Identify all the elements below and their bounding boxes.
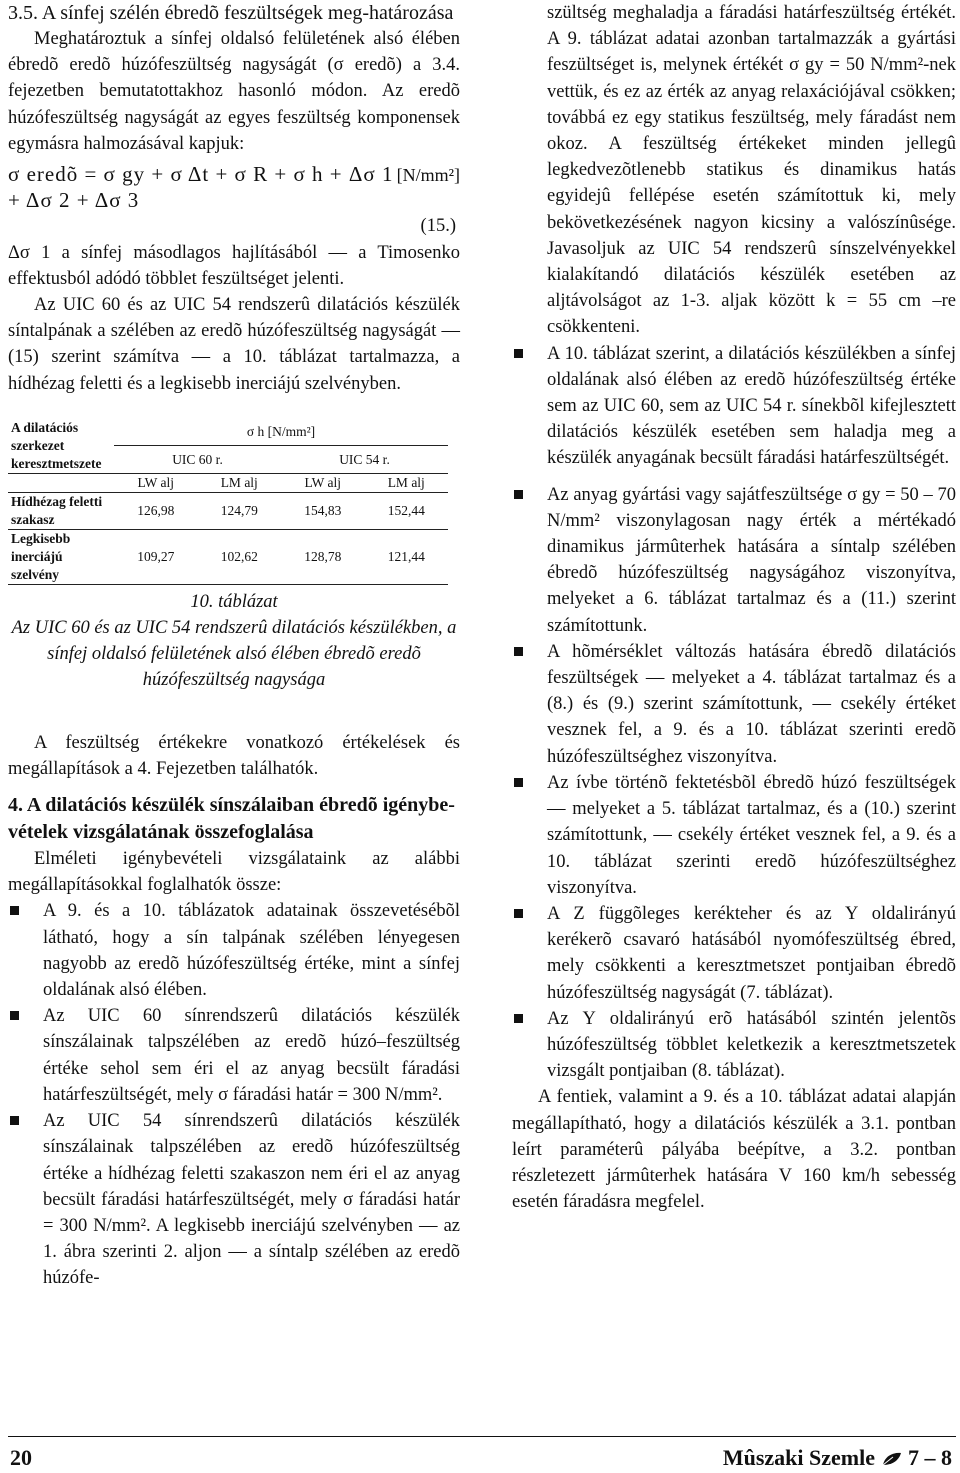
- table-corner-header: A dilatációs szerkezet keresztmetszete: [11, 419, 102, 471]
- paragraph: szültség meghaladja a fáradási határfeszültség értékét. A 9. táblázat adatai azonban tartalmazzák a gyártási feszültséget is, melynek értékét σ gy = 50 N/mm²-nek vettük, és ez az érték az anyag relaxációjával csökken; továbbá ez egy statikus feszültség, mely fáradást nem okoz. A feszültség értékeket minden jellegû legkedvezõtlenebb statikus és dinamikus hatás egyidejû fellépése esetén számítottuk ki, mely bekövetkezésének nagyon kicsiny a valószínûsége. Javasoljuk az UIC 54 rendszerû sínszelvényekkel kialakítandó dilatációs készülék esetében az aljtávolságot az 1-3. aljak között k = 55 cm –re csökkenteni.: [547, 3, 956, 338]
- table-cell: 109,27: [114, 529, 198, 584]
- table-uic54-header: UIC 54 r.: [281, 446, 448, 474]
- table-10: [8, 419, 448, 585]
- journal-name: Mûszaki Szemle 7 – 8: [722, 1445, 952, 1470]
- bullet-item: Az UIC 54 sínrendszerû dilatációs készülék sínszálainak talpszélében az eredõ húzófeszültség értéke a hídhézag feletti szakaszon nem éri el az anyag becsült fáradási határfeszültségét, mely σ fáradási határ = 300 N/mm². A legkisebb inerciájú szelvényben — az 1. ábra szerinti 2. aljon — a síntalp szélében az eredõ húzófe-: [8, 1108, 460, 1291]
- bullet-item: A Z függõleges kerékteher és az Y oldalirányú kerékerõ csavaró hatásából nyomófeszültség ébred, mely csökkenti a keresztmetszet pontjaiban ébredõ húzófeszültség nagyságát (7. táblázat).: [512, 901, 956, 1006]
- section-heading-3-5: 3.5. A sínfej szélén ébredõ feszültségek meg-határozása: [8, 2, 454, 24]
- bullet-square-icon: [514, 909, 523, 918]
- equation-expression: σ eredõ = σ gy + σ Δt + σ R + σ h + Δσ 1 + Δσ 2 + Δσ 3: [8, 162, 394, 213]
- paragraph: A feszültség értékekre vonatkozó értékelések és megállapítások a 4. Fejezetben találhatók.: [8, 732, 460, 779]
- equation-number: (15.): [420, 216, 456, 237]
- page-number: 20: [10, 1445, 32, 1470]
- table-cell: 152,44: [365, 492, 449, 529]
- table-cell: 126,98: [114, 492, 198, 529]
- bullet-item: A 9. és a 10. táblázatok adatainak összevetésébõl látható, hogy a sín talpának szélében lényegesen nagyobb az eredõ húzófeszültség értéke, mint a sínfej oldalának alsó élében.: [8, 898, 460, 1003]
- paragraph: A fentiek, valamint a 9. és a 10. táblázat adatai alapján megállapítható, hogy a dilatációs készülék a 3.1. pontban leírt paraméterû pályába beépítve, a 3.2. pontban részletezett jármûterhek hatására V 160 km/h sebesség esetén fáradásra megfelel.: [512, 1087, 956, 1213]
- table-caption-number: 10. táblázat: [190, 591, 278, 612]
- table-subheader: LM alj: [365, 473, 449, 492]
- table-row-label: Legkisebb inerciájú szelvény: [8, 529, 114, 584]
- table-cell: 128,78: [281, 529, 365, 584]
- bullet-item: Az UIC 60 sínrendszerû dilatációs készülék sínszálainak talpszélében az eredõ húzó–feszültség értéke sehol sem éri el az anyag becsült fáradási határfeszültségét, mely σ fáradási határ = 300 N/mm².: [8, 1003, 460, 1108]
- bullet-item: A 10. táblázat szerint, a dilatációs készülékben a sínfej oldalának alsó élében az eredõ húzófeszültség értéke sem az UIC 60, sem az UIC 54 r. sínekbõl kifejlesztett dilatációs készülék esetében sem haladja meg a készülék anyagának becsült fáradási határfeszültségét.: [512, 341, 956, 472]
- table-subheader: LW alj: [281, 473, 365, 492]
- table-uic60-header: UIC 60 r.: [114, 446, 281, 474]
- paragraph: Elméleti igénybevételi vizsgálataink az alábbi megállapításokkal foglalhatók össze:: [8, 849, 460, 896]
- equation-15: [8, 161, 460, 213]
- bullet-item: Az ívbe történõ fektetésbõl ébredõ húzó feszültségek — melyeket a 5. táblázat tartalmaz, és a (10.) szerint számítottunk, — csekély értéket vesznek fel, a 9. és a 10. táblázat szerinti eredõ húzófeszültséghez viszonyítva.: [512, 770, 956, 901]
- bullet-item: A hõmérséklet változás hatására ébredõ dilatációs feszültségek — melyeket a 4. táblázat tartalmaz és a (8.) és (9.) szerint számítottunk, — csekély értéket vesznek fel, a 9. és a 10. táblázat szerinti eredõ húzófeszültséghez viszonyítva.: [512, 639, 956, 770]
- table-row-label: Hídhézag feletti szakasz: [8, 492, 114, 529]
- page-footer: [8, 1436, 956, 1470]
- paragraph: Az UIC 60 és az UIC 54 rendszerû dilatációs készülék síntalpának a szélében az eredõ húzófeszültség nagyságát — (15) szerint számítva — a 10. táblázat tartalmazza, a hídhézag feletti és a legkisebb inerciájú szelvényben.: [8, 295, 460, 394]
- bullet-item: Az Y oldalirányú erõ hatásából szintén jelentõs húzófeszültség többlet keletkezik a keresztmetszetek vizsgált pontjaiban (8. táblázat).: [512, 1006, 956, 1085]
- bullet-square-icon: [514, 1014, 523, 1023]
- paragraph: Meghatároztuk a sínfej oldalsó felületének alsó élében ébredõ eredõ húzófeszültség nagyságát (σ eredõ) a 3.4. fejezetben bemutatottakhoz hasonló módon. Az eredõ húzófeszültség nagyságát az egyes feszültség komponensek egymásra halmozásával kapjuk:: [8, 29, 460, 154]
- bullet-square-icon: [10, 1011, 19, 1020]
- table-caption-text: Az UIC 60 és az UIC 54 rendszerû dilatációs készülékben, a sínfej oldalsó felületének alsó élében ébredõ eredõ húzófeszültség nagysága: [11, 618, 457, 691]
- table-subheader: LM alj: [198, 473, 282, 492]
- table-subheader: LW alj: [114, 473, 198, 492]
- table-sigma-header: σ h [N/mm²]: [246, 424, 316, 440]
- bullet-item: Az anyag gyártási vagy sajátfeszültsége σ gy = 50 – 70 N/mm² viszonylagosan nagy érték a mértékadó dinamikus jármûterhek hatására a síntalp szélében ébredõ húzófeszültség nagyságához viszonyítva, melyeket a 6. táblázat tartalmaz és a (11.) szerint számítottunk.: [512, 482, 956, 639]
- paragraph: Δσ 1 a sínfej másodlagos hajlításából — a Timosenko effektusból adódó többlet feszültséget jelenti.: [8, 242, 460, 289]
- table-row: [8, 492, 448, 529]
- table-cell: 102,62: [198, 529, 282, 584]
- equation-unit: [N/mm²]: [396, 165, 460, 186]
- left-column: [8, 0, 460, 1292]
- right-column: [512, 0, 956, 1215]
- bullet-square-icon: [514, 490, 523, 499]
- bullet-square-icon: [10, 1116, 19, 1125]
- table-row: [8, 529, 448, 584]
- bullet-square-icon: [10, 906, 19, 915]
- table-cell: 124,79: [198, 492, 282, 529]
- section-heading-4: 4. A dilatációs készülék sínszálaiban ébredõ igénybe-vételek vizsgálatának összefoglalása: [8, 794, 455, 844]
- leaf-logo-icon: [881, 1451, 903, 1467]
- table-cell: 154,83: [281, 492, 365, 529]
- table-cell: 121,44: [365, 529, 449, 584]
- bullet-square-icon: [514, 778, 523, 787]
- bullet-square-icon: [514, 647, 523, 656]
- bullet-square-icon: [514, 349, 523, 358]
